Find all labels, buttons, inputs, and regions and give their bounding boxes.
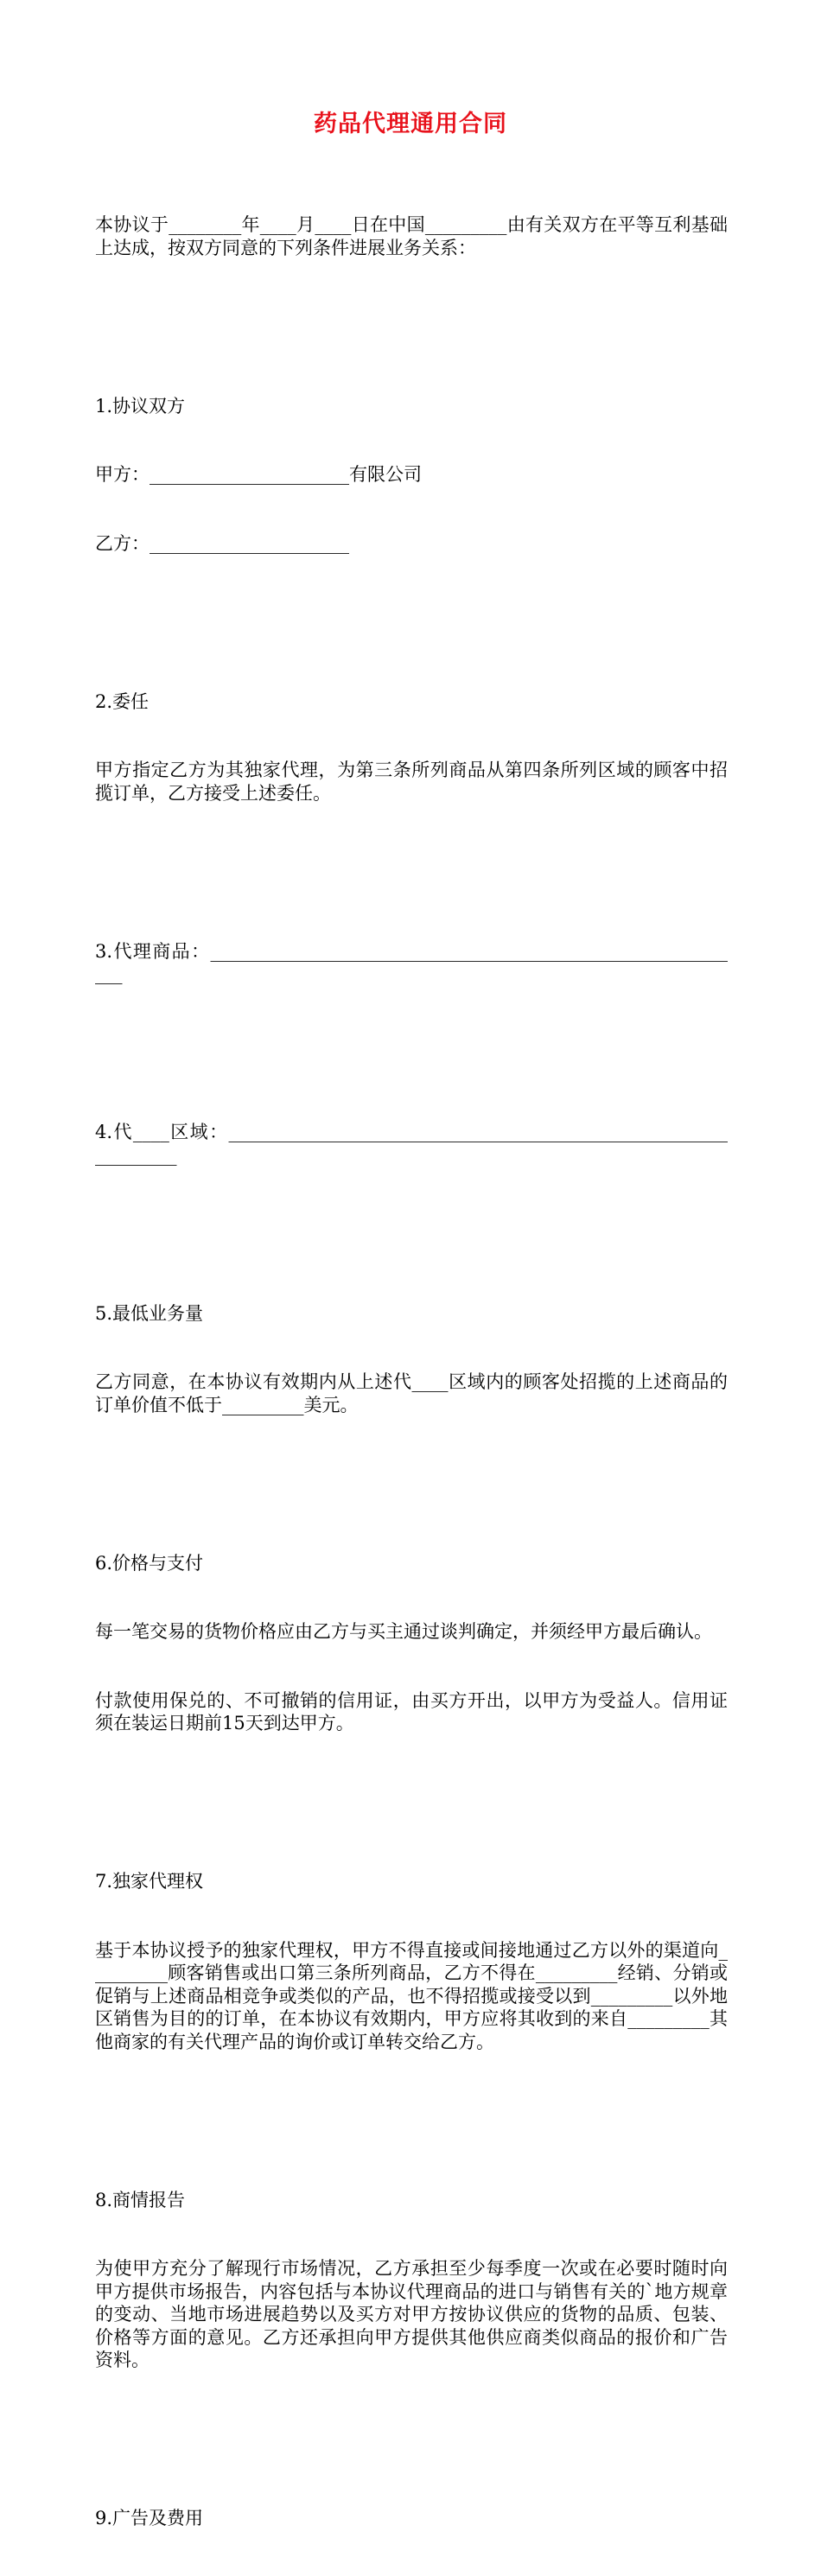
intro-paragraph: 本协议于________年____月____日在中国_________由有关双方在平等互利基础上达成，按双方同意的下列条件进展业务关系： <box>95 214 728 258</box>
section-line: 乙方：______________________ <box>95 532 349 554</box>
document-title: 药品代理通用合同 <box>314 111 507 137</box>
section-line: 甲方：______________________有限公司 <box>95 464 422 485</box>
section-line: 基于本协议授予的独家代理权，甲方不得直接或间接地通过乙方以外的渠道向_________顾客销售或出口第三条所列商品，乙方不得在_________经销、分销或促销与上述商品相竞争或类似的产品，也不得招揽或接受以到_________以外地区销售为目的的订单，在本协议有效期内，甲方应将其收到的来自_________其他商家的有关代理产品的询价或订单转交给乙方。 <box>95 1939 728 2052</box>
section-heading: 7.独家代理权 <box>95 1871 204 1892</box>
section-line: 乙方同意，在本协议有效期内从上述代____区域内的顾客处招揽的上述商品的订单价值不低于_________美元。 <box>95 1371 728 1415</box>
section-heading: 9.广告及费用 <box>95 2508 204 2528</box>
section-line: 付款使用保兑的、不可撤销的信用证，由买方开出，以甲方为受益人。信用证须在装运日期前15天到达甲方。 <box>95 1689 728 1733</box>
section-line: 甲方指定乙方为其独家代理，为第三条所列商品从第四条所列区域的顾客中招揽订单，乙方接受上述委任。 <box>95 760 728 804</box>
section-heading: 8.商情报告 <box>95 2189 186 2210</box>
section-heading: 4.代____区域：________________________________________________________________ <box>95 1122 728 1166</box>
section-heading: 6.价格与支付 <box>95 1552 204 1574</box>
section-heading: 2.委任 <box>95 690 150 712</box>
document-body <box>95 168 728 2576</box>
section-heading: 5.最低业务量 <box>95 1302 204 1324</box>
section-heading: 3.代理商品：____________________________________________________________ <box>95 940 728 984</box>
section-line: 每一笔交易的货物价格应由乙方与买主通过谈判确定，并须经甲方最后确认。 <box>95 1621 712 1642</box>
section-heading: 1.协议双方 <box>95 395 186 417</box>
section-line: 为使甲方充分了解现行市场情况，乙方承担至少每季度一次或在必要时随时向甲方提供市场报告，内容包括与本协议代理商品的进口与销售有关的`地方规章的变动、当地市场进展趋势以及买方对甲方按协议供应的货物的品质、包装、价格等方面的意见。乙方还承担向甲方提供其他供应商类似商品的报价和广告资料。 <box>95 2258 728 2370</box>
